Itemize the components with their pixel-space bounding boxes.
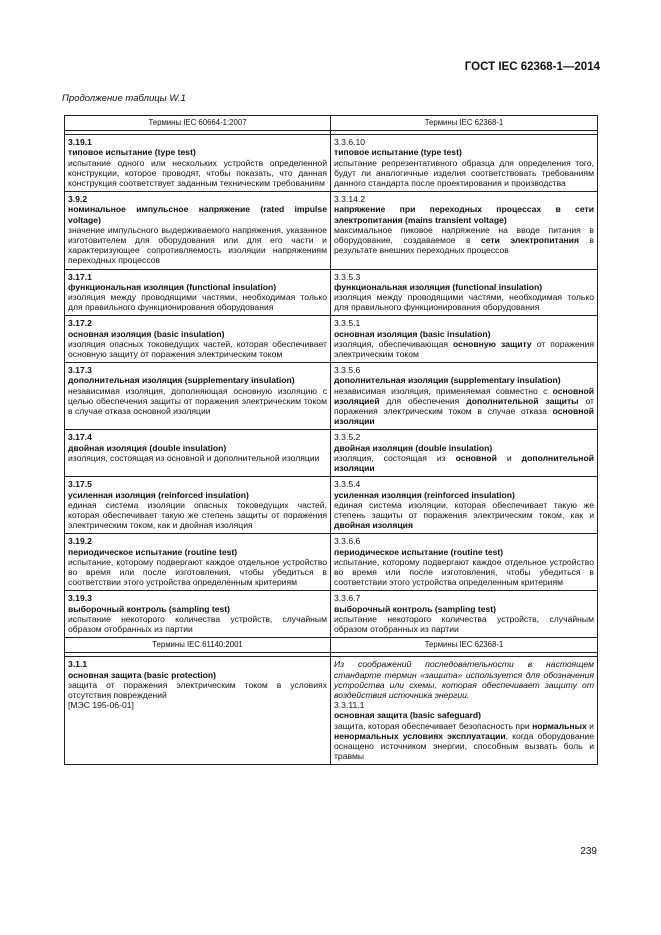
table-header-row (65, 116, 598, 131)
table-row (65, 591, 598, 638)
column-header-right: Термины IEC 62368-1 (331, 116, 598, 131)
cell-right (331, 477, 598, 534)
term-title: усиленная изоляция (reinforced insulation) (334, 489, 515, 500)
term-definition: испытание репрезентативного образца для определения того, будут ли аналогичные изделия соответствовать требованиям данного стандарта после проектирования и производства (334, 157, 594, 189)
cell-right (331, 534, 598, 591)
cell-left (65, 591, 331, 638)
table-row (65, 192, 598, 269)
def-text: от поражения электрическим током в случае отказа (334, 395, 594, 417)
def-term-ref: ненормальных условиях эксплуатации (334, 730, 506, 741)
term-title: двойная изоляция (double insulation) (68, 442, 227, 453)
def-text: единая система изоляции, которая обеспечивает такую же степень защиты от поражения электрическим током, как и (334, 499, 594, 520)
cell-left (65, 192, 331, 269)
table-header-row (65, 638, 598, 653)
def-text: для обеспечения (379, 395, 467, 406)
term-title: функциональная изоляция (functional insulation) (334, 281, 543, 292)
def-term-ref: основной изоляцией (334, 385, 594, 406)
table-row (65, 534, 598, 591)
def-text: в результате внешних переходных процессов (334, 235, 594, 256)
table-continuation-caption: Продолжение таблицы W.1 (62, 93, 186, 104)
term-number: 3.17.5 (68, 479, 92, 490)
term-number: 3.1.1 (68, 659, 88, 670)
table-row (65, 316, 598, 363)
def-text: защита, которая обеспечивает безопасность при (334, 720, 533, 731)
cell-left (65, 657, 331, 765)
term-number: 3.3.11.1 (334, 700, 365, 711)
def-text: максимальное пиковое напряжение на вводе питания в оборудование, создаваемое в (334, 224, 594, 246)
def-term-ref: основную защиту (453, 338, 532, 349)
cell-left (65, 477, 331, 534)
cell-right (331, 363, 598, 430)
term-number: 3.3.6.7 (334, 593, 361, 604)
term-title: периодическое испытание (routine test) (68, 546, 238, 557)
column-header-left: Термины IEC 60664-1:2007 (65, 116, 331, 131)
term-title: основная изоляция (basic insulation) (334, 328, 491, 339)
def-term-ref: нормальных (532, 720, 587, 731)
document-code: ГОСТ IEC 62368-1—2014 (464, 61, 600, 73)
term-definition (334, 386, 594, 427)
term-number: 3.3.5.2 (334, 432, 361, 443)
column-header-right: Термины IEC 62368-1 (331, 638, 598, 653)
term-title: усиленная изоляция (reinforced insulation) (68, 489, 249, 500)
cell-left (65, 363, 331, 430)
term-definition: испытание некоторого количества устройств, случайным образом отобранных из партии (68, 613, 327, 634)
term-reference: [МЭС 195-06-01] (68, 700, 134, 711)
table-row (65, 657, 598, 765)
table-row (65, 477, 598, 534)
term-title: дополнительная изоляция (supplementary insulation) (68, 375, 295, 386)
term-definition: испытание, которому подвергают каждое отдельное устройство во время или после изготовления, чтобы убедиться в соответствии этого устройства определенным критериям (334, 556, 594, 588)
def-term-ref: двойная изоляция (334, 520, 413, 531)
term-title: типовое испытание (type test) (334, 147, 462, 158)
term-definition: испытание, которому подвергают каждое отдельное устройство во время или после изготовления, чтобы убедиться в соответствии этого устройства определенным критериям (68, 556, 327, 588)
def-text: и (496, 452, 522, 463)
term-definition (334, 339, 594, 359)
cell-right (331, 135, 598, 192)
term-number: 3.3.6.10 (334, 137, 366, 148)
term-number: 3.3.5.4 (334, 479, 361, 490)
term-number: 3.17.1 (68, 271, 92, 282)
term-number: 3.19.1 (68, 137, 92, 148)
term-definition: испытание одного или нескольких устройств определенной конструкции, которое проводят, чтобы показать, что данная конструкция соответствует заданным техническим требованиям (68, 157, 327, 189)
term-definition: испытание некоторого количества устройств, случайным образом отобранных из партии (334, 613, 594, 634)
cell-right (331, 316, 598, 363)
cell-left (65, 316, 331, 363)
term-definition: изоляция, состоящая из основной и дополнительной изоляции (68, 452, 320, 463)
term-definition (334, 721, 594, 762)
term-title: напряжение при переходных процессах в сети электропитания (mains transient voltage) (334, 204, 594, 225)
cell-right (331, 269, 598, 316)
term-number: 3.19.2 (68, 536, 92, 547)
terms-comparison-table (64, 115, 598, 765)
term-title: номинальное импульсное напряжение (rated impulse voltage) (68, 204, 327, 225)
def-text: от поражения электрическим током (334, 338, 594, 360)
def-text: , когда оборудование оснащено источником энергии, способным вызвать боль и травмы (334, 730, 594, 762)
term-title: двойная изоляция (double insulation) (334, 442, 493, 453)
def-text: изоляция, обеспечивающая (334, 338, 454, 349)
term-title: основная защита (basic protection) (68, 669, 216, 680)
term-number: 3.3.6.6 (334, 536, 361, 547)
term-title: основная изоляция (basic insulation) (68, 328, 225, 339)
term-number: 3.17.3 (68, 365, 92, 376)
term-definition: независимая изоляция, дополняющая основную изоляцию с целью обеспечения защиты от поражения электрическим током в случае отказа основной изоляции (68, 385, 327, 417)
term-definition (334, 453, 594, 473)
term-definition: изоляция между проводящими частями, необходимая только для правильного функционирования оборудования (334, 292, 594, 313)
term-note: Из соображений последовательности в настоящем стандарте термин «защита» используется для обозначения устройства или схемы, которая обеспечивает защиту от воздействия источника энергии. (334, 659, 594, 700)
cell-right (331, 591, 598, 638)
term-definition: изоляция между проводящими частями, необходимая только для правильного функционирования оборудования (68, 292, 327, 313)
def-term-ref: основной (455, 452, 497, 463)
cell-left (65, 430, 331, 477)
def-term-ref: основной изоляции (334, 406, 594, 427)
term-number: 3.3.14.2 (334, 194, 366, 205)
cell-right (331, 192, 598, 269)
def-term-ref: дополнительной защиты (466, 395, 579, 406)
term-definition (334, 225, 594, 256)
cell-left (65, 135, 331, 192)
def-text: и (586, 720, 594, 731)
term-title: дополнительная изоляция (supplementary insulation) (334, 375, 561, 386)
term-definition: изоляция опасных токоведущих частей, которая обеспечивает основную защиту от поражения электрическим током (68, 338, 327, 360)
cell-left (65, 269, 331, 316)
table-row (65, 430, 598, 477)
cell-right (331, 657, 598, 765)
term-number: 3.3.5.6 (334, 365, 361, 376)
term-number: 3.17.2 (68, 318, 92, 329)
cell-left (65, 534, 331, 591)
def-term-ref: дополнительной изоляции (334, 452, 594, 474)
term-title: выборочный контроль (sampling test) (68, 603, 231, 614)
term-title: основная защита (basic safeguard) (334, 710, 482, 721)
term-title: периодическое испытание (routine test) (334, 546, 504, 557)
term-definition: значение импульсного выдерживаемого напряжения, указанное изготовителем для оборудования или для его части и характеризующее сопротивляемость изоляции напряжениям переходных процессов (68, 224, 327, 266)
term-number: 3.17.4 (68, 432, 92, 443)
cell-right (331, 430, 598, 477)
term-number: 3.3.5.3 (334, 271, 361, 282)
term-number: 3.9.2 (68, 194, 88, 205)
term-definition: защита от поражения электрическим током в условиях отсутствия повреждений (68, 679, 327, 700)
term-number: 3.19.3 (68, 593, 92, 604)
term-title: выборочный контроль (sampling test) (334, 603, 497, 614)
term-title: функциональная изоляция (functional insulation) (68, 281, 277, 292)
table-row (65, 363, 598, 430)
term-definition (334, 500, 594, 531)
term-title: типовое испытание (type test) (68, 147, 196, 158)
def-text: изоляция, состоящая из (334, 452, 456, 463)
def-term-ref: сети электропитания (480, 235, 579, 246)
table-row (65, 269, 598, 316)
page-number: 239 (580, 846, 597, 857)
table-row (65, 135, 598, 192)
term-number: 3.3.5.1 (334, 318, 361, 329)
term-definition: единая система изоляции опасных токоведущих частей, которая обеспечивает такую же степень защиты от поражения электрическим током, как и двойная изоляция (68, 499, 327, 531)
column-header-left: Термины IEC 61140:2001 (65, 638, 331, 653)
def-text: независимая изоляция, применяемая совместно с (334, 385, 553, 396)
